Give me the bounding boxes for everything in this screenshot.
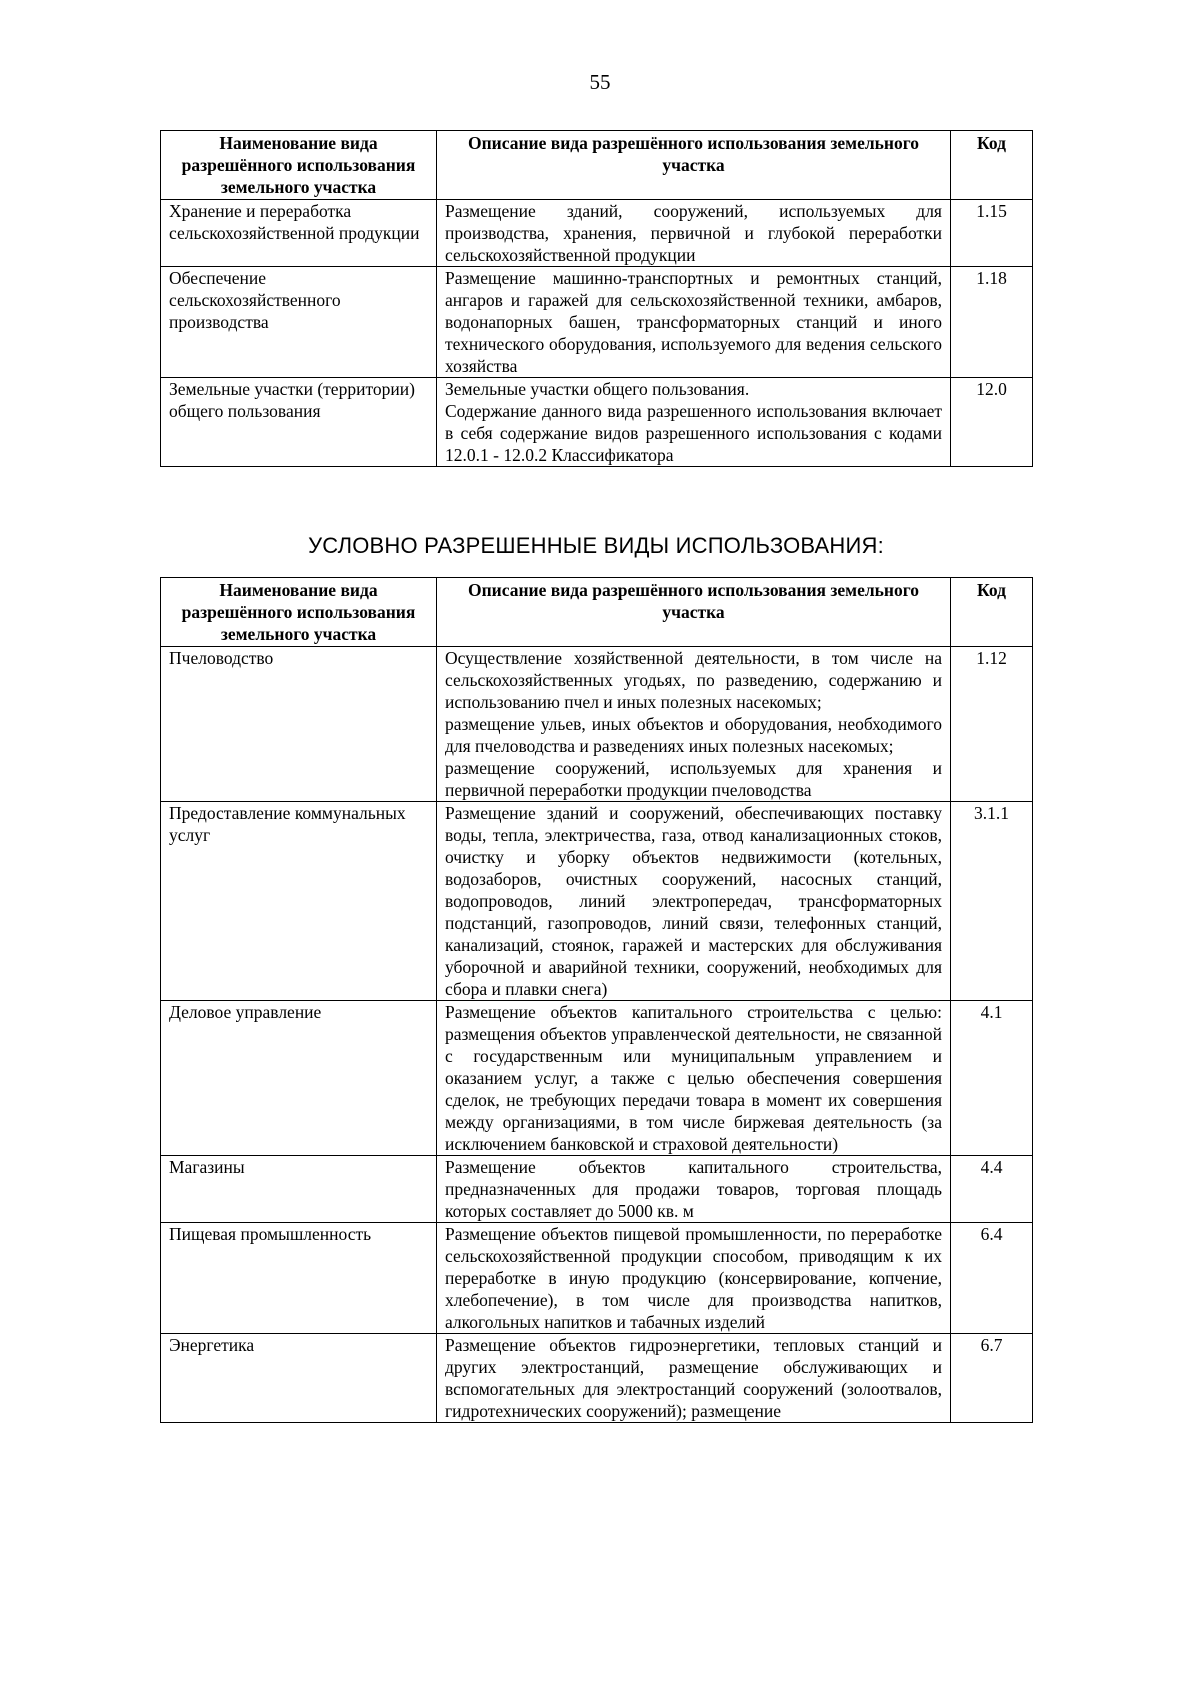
header-name: Наименование вида разрешённого использования земельного участка [161,131,437,200]
use-code: 6.7 [951,1334,1033,1423]
use-name: Деловое управление [161,1001,437,1156]
permitted-use-table [160,130,1033,467]
use-code: 1.15 [951,200,1033,267]
table-row [161,200,1033,267]
conditional-use-table [160,577,1033,1423]
description-paragraph: Размещение объектов капитального строительства, предназначенных для продажи товаров, торговая площадь которых составляет до 5000 кв. м [445,1157,942,1221]
table-row [161,647,1033,802]
description-paragraph: Содержание данного вида разрешенного использования включает в себя содержание видов разрешенного использования с кодами 12.0.1 - 12.0.2 Классификатора [445,401,942,465]
permitted-use-rows [161,200,1033,467]
header-code: Код [951,131,1033,200]
description-paragraph: Размещение машинно-транспортных и ремонтных станций, ангаров и гаражей для сельскохозяйственной техники, амбаров, водонапорных башен, трансформаторных станций и иного технического оборудования, используемого для ведения сельского хозяйства [445,268,942,376]
use-description [437,647,951,802]
description-paragraph: Размещение зданий, сооружений, используемых для производства, хранения, первичной и глубокой переработки сельскохозяйственной продукции [445,201,942,265]
table-header-row [161,131,1033,200]
page-number: 55 [589,70,611,94]
use-name: Пчеловодство [161,647,437,802]
use-description [437,378,951,467]
use-name: Обеспечение сельскохозяйственного производства [161,267,437,378]
use-name: Пищевая промышленность [161,1223,437,1334]
use-code: 3.1.1 [951,802,1033,1001]
description-paragraph: Размещение зданий и сооружений, обеспечивающих поставку воды, тепла, электричества, газа, отвод канализационных стоков, очистку и уборку объектов недвижимости (котельных, водозаборов, очистных сооружений, насосных станций, водопроводов, линий электропередач, трансформаторных подстанций, газопроводов, линий связи, телефонных станций, канализаций, стоянок, гаражей и мастерских для обслуживания уборочной и аварийной техники, сооружений, необходимых для сбора и плавки снега) [445,803,942,999]
table-row [161,378,1033,467]
use-description [437,1156,951,1223]
use-name: Предоставление коммунальных услуг [161,802,437,1001]
use-code: 6.4 [951,1223,1033,1334]
table-row [161,802,1033,1001]
use-description [437,200,951,267]
header-description: Описание вида разрешённого использования земельного участка [437,131,951,200]
table-row [161,1334,1033,1423]
header-code: Код [951,578,1033,647]
use-name: Земельные участки (территории) общего пользования [161,378,437,467]
description-paragraph: Размещение объектов гидроэнергетики, тепловых станций и других электростанций, размещение обслуживающих и вспомогательных для электростанций сооружений (золоотвалов, гидротехнических сооружений); размещение [445,1335,942,1421]
table-header-row [161,578,1033,647]
use-code: 4.1 [951,1001,1033,1156]
use-code: 4.4 [951,1156,1033,1223]
description-paragraph: Размещение объектов пищевой промышленности, по переработке сельскохозяйственной продукции способом, приводящим к их переработке в иную продукцию (консервирование, копчение, хлебопечение), в том числе для производства напитков, алкогольных напитков и табачных изделий [445,1224,942,1332]
use-code: 1.18 [951,267,1033,378]
table-row [161,267,1033,378]
description-paragraph: Земельные участки общего пользования. [445,379,750,399]
use-description [437,1001,951,1156]
use-code: 12.0 [951,378,1033,467]
header-name: Наименование вида разрешённого использования земельного участка [161,578,437,647]
section-title: УСЛОВНО РАЗРЕШЕННЫЕ ВИДЫ ИСПОЛЬЗОВАНИЯ: [308,533,884,558]
table-row [161,1223,1033,1334]
description-paragraph: размещение сооружений, используемых для хранения и первичной переработки продукции пчеловодства [445,758,942,800]
header-description: Описание вида разрешённого использования земельного участка [437,578,951,647]
description-paragraph: размещение ульев, иных объектов и оборудования, необходимого для пчеловодства и разведениях иных полезных насекомых; [445,714,942,756]
table-row [161,1156,1033,1223]
use-name: Магазины [161,1156,437,1223]
description-paragraph: Размещение объектов капитального строительства с целью: размещения объектов управленческой деятельности, не связанной с государственным или муниципальным управлением и оказанием услуг, а также с целью обеспечения совершения сделок, не требующих передачи товара в момент их совершения между организациями, в том числе биржевая деятельность (за исключением банковской и страховой деятельности) [445,1002,942,1154]
conditional-use-rows [161,647,1033,1423]
use-description [437,1223,951,1334]
use-description [437,267,951,378]
use-name: Энергетика [161,1334,437,1423]
table-row [161,1001,1033,1156]
use-description [437,1334,951,1423]
use-code: 1.12 [951,647,1033,802]
use-name: Хранение и переработка сельскохозяйственной продукции [161,200,437,267]
use-description [437,802,951,1001]
description-paragraph: Осуществление хозяйственной деятельности, в том числе на сельскохозяйственных угодьях, по разведению, содержанию и использованию пчел и иных полезных насекомых; [445,648,942,712]
